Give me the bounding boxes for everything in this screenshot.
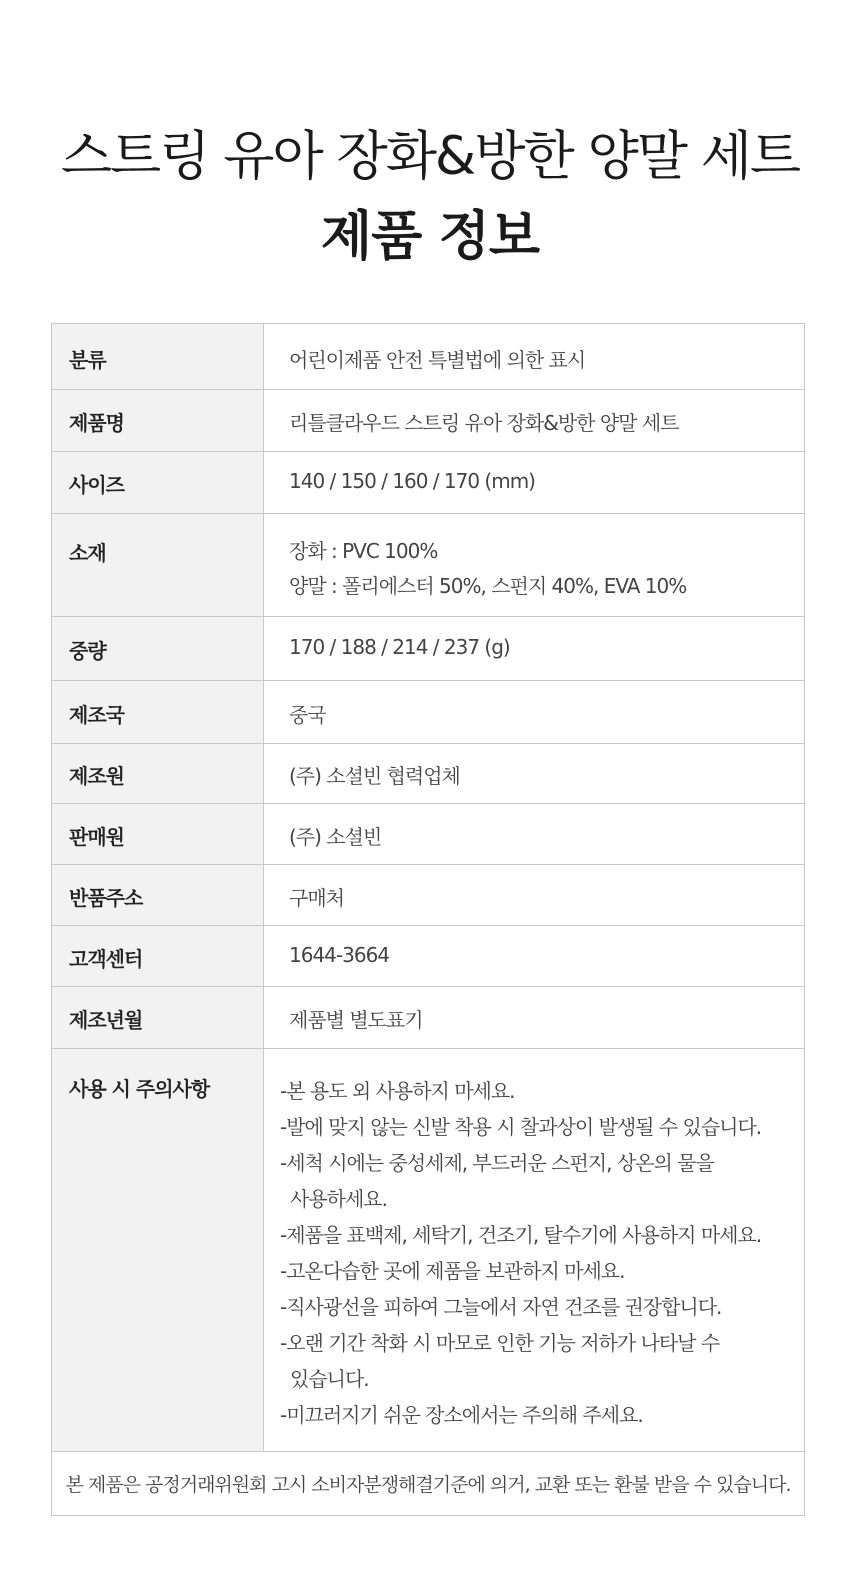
table-row (52, 617, 805, 681)
footer-notice: 본 제품은 공정거래위원회 고시 소비자분쟁해결기준에 의거, 교환 또는 환불 받을 수 있습니다. (52, 1452, 805, 1516)
caution-list-cell (264, 1049, 805, 1452)
list-item (280, 1397, 804, 1433)
row-value (264, 514, 805, 617)
list-item (280, 1217, 804, 1253)
value-text: 어린이제품 안전 특별법에 의한 표시 (289, 348, 586, 372)
page-title (0, 118, 860, 276)
row-label: 사이즈 (52, 452, 264, 514)
table-row (52, 987, 805, 1049)
row-value (264, 390, 805, 452)
caution-list (280, 1073, 804, 1433)
product-info-table (51, 323, 805, 1516)
list-item (280, 1289, 804, 1325)
caution-label: 사용 시 주의사항 (52, 1049, 264, 1452)
table-row (52, 926, 805, 987)
caution-text: -미끄러지기 쉬운 장소에서는 주의해 주세요. (280, 1403, 643, 1427)
product-title: 스트링 유아 장화&방한 양말 세트 (60, 126, 800, 187)
value-text: 제품별 별도표기 (289, 1008, 423, 1032)
row-label: 제조년월 (52, 987, 264, 1049)
list-item (280, 1145, 804, 1217)
caution-text: -세척 시에는 중성세제, 부드러운 스펀지, 상온의 물을 (280, 1151, 714, 1175)
table-row (52, 452, 805, 514)
caution-text: -고온다습한 곳에 제품을 보관하지 마세요. (280, 1259, 625, 1283)
caution-text: -오랜 기간 착화 시 마모로 인한 기능 저하가 나타날 수 (280, 1331, 720, 1355)
value-text: 양말 : 폴리에스터 50%, 스펀지 40%, EVA 10% (289, 574, 687, 598)
list-item (280, 1325, 804, 1397)
row-label: 소재 (52, 514, 264, 617)
row-label: 고객센터 (52, 926, 264, 987)
row-value (264, 744, 805, 804)
table-row (52, 865, 805, 926)
value-text: 리틀클라우드 스트링 유아 장화&방한 양말 세트 (289, 411, 679, 435)
row-value (264, 324, 805, 390)
value-text: 중국 (289, 703, 326, 727)
caution-text-continued: 사용하세요. (290, 1187, 387, 1211)
footer-row (52, 1452, 805, 1516)
section-title: 제품 정보 (320, 206, 540, 267)
value-text: (주) 소셜빈 협력업체 (289, 764, 460, 788)
table-row (52, 514, 805, 617)
row-value (264, 865, 805, 926)
table-row (52, 804, 805, 865)
row-label: 제품명 (52, 390, 264, 452)
caution-row (52, 1049, 805, 1452)
caution-text: -발에 맞지 않는 신발 착용 시 찰과상이 발생될 수 있습니다. (280, 1115, 762, 1139)
row-label: 제조원 (52, 744, 264, 804)
row-value (264, 617, 805, 681)
table-row (52, 681, 805, 744)
table-row (52, 390, 805, 452)
value-text: (주) 소셜빈 (289, 825, 382, 849)
row-label: 분류 (52, 324, 264, 390)
value-text: 장화 : PVC 100% (289, 539, 438, 563)
list-item (280, 1253, 804, 1289)
caution-text: -직사광선을 피하여 그늘에서 자연 건조를 권장합니다. (280, 1295, 722, 1319)
value-text: 170 / 188 / 214 / 237 (g) (289, 635, 510, 659)
row-label: 제조국 (52, 681, 264, 744)
list-item (280, 1073, 804, 1109)
row-value (264, 987, 805, 1049)
value-text: 1644-3664 (289, 943, 390, 967)
row-label: 판매원 (52, 804, 264, 865)
table-row (52, 324, 805, 390)
caution-text-continued: 있습니다. (290, 1367, 369, 1391)
value-text: 140 / 150 / 160 / 170 (mm) (289, 469, 535, 493)
table-row (52, 744, 805, 804)
row-label: 반품주소 (52, 865, 264, 926)
caution-text: -본 용도 외 사용하지 마세요. (280, 1079, 515, 1103)
row-value (264, 452, 805, 514)
row-value (264, 681, 805, 744)
caution-text: -제품을 표백제, 세탁기, 건조기, 탈수기에 사용하지 마세요. (280, 1223, 762, 1247)
value-text: 구매처 (289, 886, 344, 910)
row-value (264, 926, 805, 987)
list-item (280, 1109, 804, 1145)
row-value (264, 804, 805, 865)
row-label: 중량 (52, 617, 264, 681)
